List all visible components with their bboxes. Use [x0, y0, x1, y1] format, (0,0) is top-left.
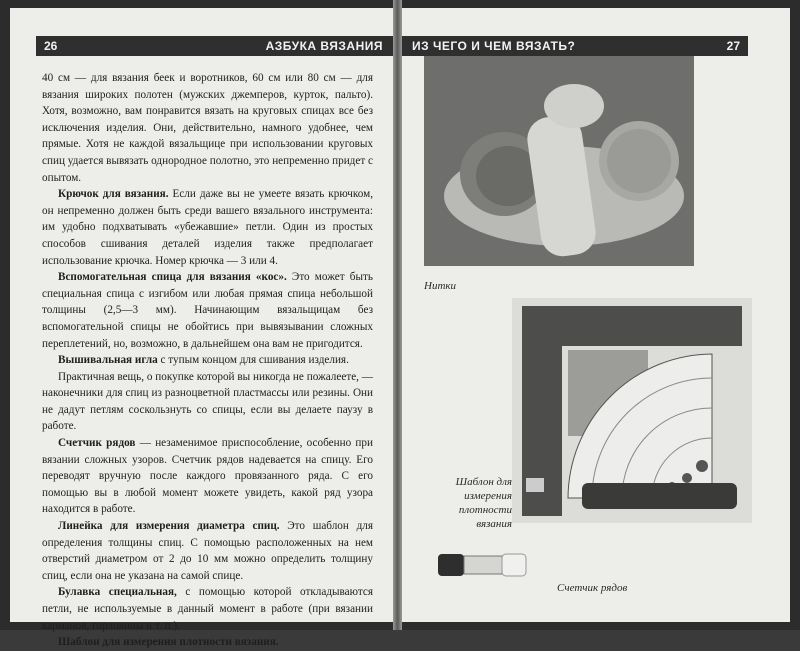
left-page-header	[36, 36, 393, 56]
paragraph: Практичная вещь, о покупке которой вы никогда не пожалеете, — наконечники для спиц из разноцветной пластмассы или резины. Они не дадут петлям соскользнуть со спицы, если вы делаете паузу в работе.	[42, 370, 373, 433]
running-title: ИЗ ЧЕГО И ЧЕМ ВЯЗАТЬ?	[412, 39, 576, 53]
row-counter-photo	[432, 546, 532, 582]
gauge-template-photo	[512, 298, 752, 523]
body-text	[42, 70, 373, 651]
paragraph: Крючок для вязания. Если даже вы не умеете вязать крючком, он непременно должен быть среди вашего вязального инструмента: им удобно подхватывать «убежавшие» петли. Один из простых способов сшивания деталей изделия также предполагает использование крючка. Номер крючка — 3 или 4.	[42, 188, 373, 267]
left-page	[10, 8, 393, 649]
yarn-photo	[424, 56, 694, 266]
row-counter-illustration	[432, 546, 532, 582]
paragraph: Вспомогательная спица для вязания «кос». Это может быть специальная спица с изгибом или любая прямая спица небольшой толщины (2,5—3 мм). Начинающим вязальщицам без вспомогательной спицы не обойтись при вывязывании сложных переплетений, но, возможно, в дальнейшем она вам не пригодится.	[42, 271, 373, 350]
gauge-template-illustration	[512, 298, 752, 523]
book-gutter	[393, 0, 402, 630]
yarn-illustration	[424, 56, 694, 266]
paragraph: Шаблон для измерения плотности вязания.	[58, 636, 279, 649]
paragraph: Вышивальная игла с тупым концом для сшивания изделия.	[58, 354, 349, 367]
paragraph: Булавка специальная, с помощью которой откладываются петли, не используемые в данный момент в работе (при вязании карманов, горловины и т. п.).	[42, 586, 373, 632]
page-number: 26	[44, 39, 58, 53]
yarn-caption: Нитки	[424, 280, 457, 292]
row-counter-caption: Счетчик рядов	[557, 582, 628, 594]
right-page	[402, 8, 790, 622]
page-number: 27	[726, 39, 740, 53]
right-page-header	[402, 36, 748, 56]
running-title: АЗБУКА ВЯЗАНИЯ	[265, 39, 383, 53]
paragraph: 40 см — для вязания беек и воротников, 60 см или 80 см — для вязания широких полотен (мужских джемперов, курток, пальто). Хотя, возможно, вам понравится вязать на круговых спицах все без исключения изделия. Они, действительно, намного удобнее, чем прямые. Хотя не каждой вязальщице при использовании круговых спиц удается вывязать однородное полотно, это непременно придет с опытом.	[42, 72, 373, 184]
paragraph: Линейка для измерения диаметра спиц. Это шаблон для определения толщины спиц. С помощью расположенных на нем отверстий диаметром от 2 до 10 мм можно определить толщину спиц, если она не указана на самой спице.	[42, 520, 373, 582]
gauge-template-caption: Шаблон для измерения плотности вязания	[455, 476, 512, 530]
paragraph: Счетчик рядов — незаменимое приспособление, особенно при вязании сложных узоров. Счетчик рядов надевается на спицу. Его переводят вручную после каждого провязанного ряда. С его помощью вы в любой момент можете увидеть, какой ряд узора находится в работе.	[42, 437, 373, 516]
